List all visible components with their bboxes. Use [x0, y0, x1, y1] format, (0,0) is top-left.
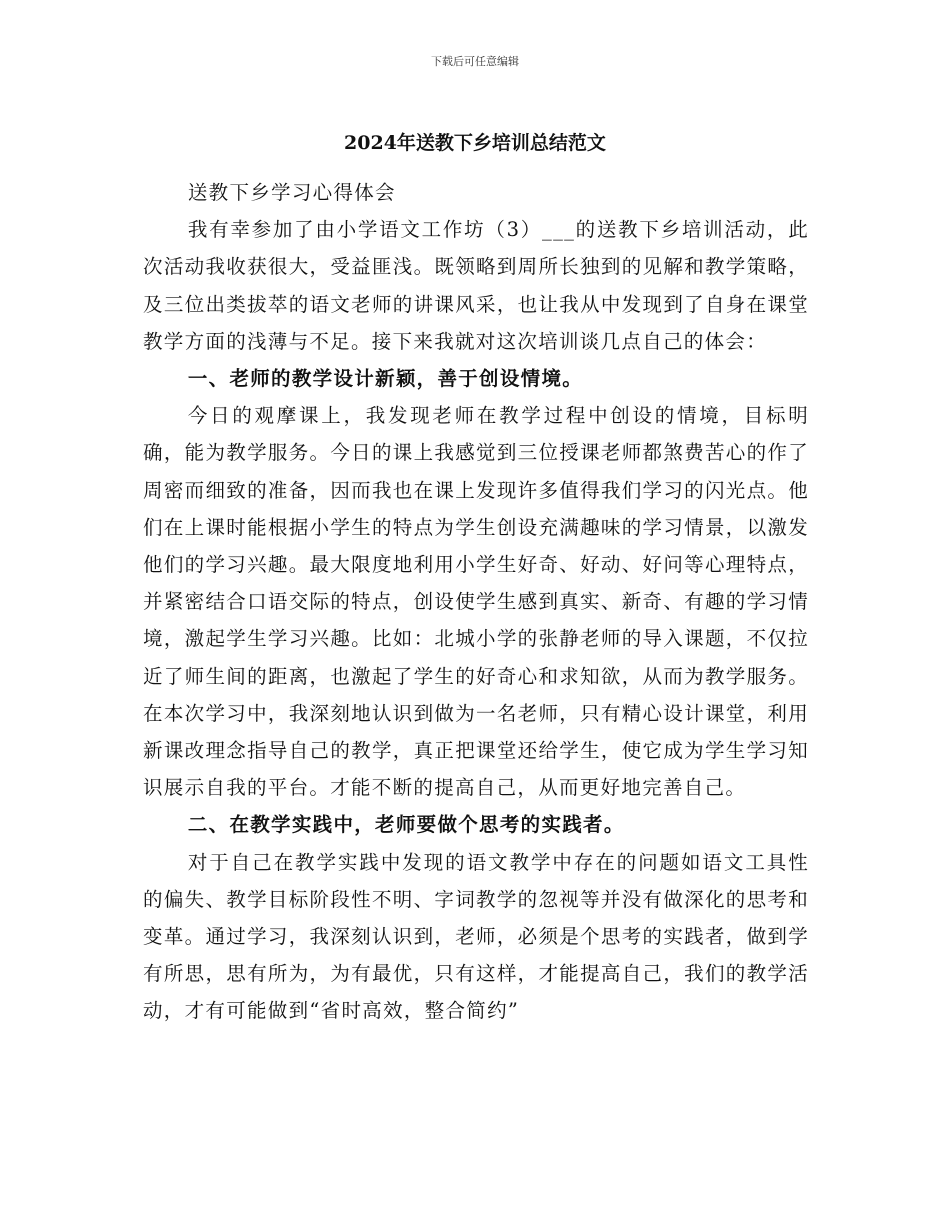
section-heading-1: 一、老师的教学设计新颖，善于创设情境。 — [187, 367, 584, 391]
subtitle-paragraph: 送教下乡学习心得体会 — [187, 181, 396, 204]
document-body — [143, 174, 809, 1030]
section-heading-2: 二、在教学实践中，老师要做个思考的实践者。 — [187, 813, 625, 837]
body-paragraph-1: 今日的观摩课上，我发现老师在教学过程中创设的情境，目标明确，能为教学服务。今日的课上我感觉到三位授课老师都煞费苦心的作了周密而细致的准备，因而我也在课上发现许多值得我们学习的闪光点。他们在上课时能根据小学生的特点为学生创设充满趣味的学习情景，以激发他们的学习兴趣。最大限度地利用小学生好奇、好动、好问等心理特点，并紧密结合口语交际的特点，创设使学生感到真实、新奇、有趣的学习情境，激起学生学习兴趣。比如：北城小学的张静老师的导入课题，不仅拉近了师生间的距离，也激起了学生的好奇心和求知欲，从而为教学服务。在本次学习中，我深刻地认识到做为一名老师，只有精心设计课堂，利用新课改理念指导自己的教学，真正把课堂还给学生，使它成为学生学习知识展示自我的平台。才能不断的提高自己，从而更好地完善自己。 — [143, 404, 809, 800]
body-paragraph-2: 对于自己在教学实践中发现的语文教学中存在的问题如语文工具性的偏失、教学目标阶段性不明、字词教学的忽视等并没有做深化的思考和变革。通过学习，我深刻认识到，老师，必须是个思考的实践者，做到学有所思，思有所为，为有最优，只有这样，才能提高自己，我们的教学活动，才有可能做到“省时高效，整合简约” — [143, 850, 809, 1023]
document-title: 2024年送教下乡培训总结范文 — [344, 132, 606, 154]
intro-paragraph: 我有幸参加了由小学语文工作坊（3）___的送教下乡培训活动，此次活动我收获很大，受益匪浅。既领略到周所长独到的见解和教学策略，及三位出类拔萃的语文老师的讲课风采，也让我从中发现到了自身在课堂教学方面的浅薄与不足。接下来我就对这次培训谈几点自己的体会： — [143, 218, 809, 353]
page-header-note: 下载后可任意编辑 — [431, 55, 519, 68]
